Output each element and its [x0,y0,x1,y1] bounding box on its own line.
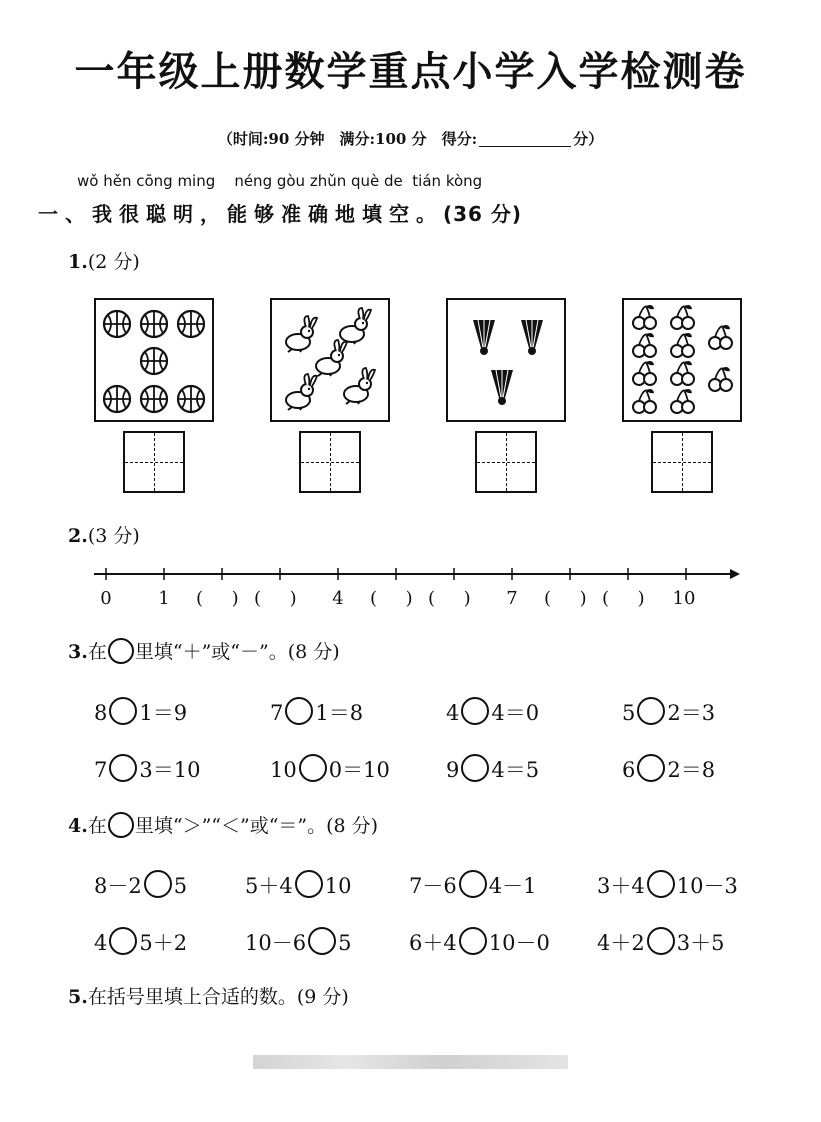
cherry-icon [633,361,656,385]
answer-circle[interactable] [637,754,665,782]
picture-box-shuttlecocks [446,298,566,422]
exam-meta-suffix: 分） [573,130,604,148]
comparison-left: 5＋4 [245,874,293,898]
answer-circle[interactable] [109,697,137,725]
shuttlecock-icon [521,320,543,355]
comparison-right: 5 [173,874,188,898]
answer-box[interactable] [123,431,185,493]
comparison-left: 3＋4 [597,874,645,898]
answer-box[interactable] [299,431,361,493]
comparison-right: 10－3 [676,874,738,898]
q5-number: 5. [68,986,88,1008]
equation-right: 1＝8 [315,701,364,725]
equation-right: 4＝5 [491,758,540,782]
circle-icon [108,812,134,838]
shuttlecock-group [448,300,564,420]
equation [94,754,200,784]
comparison [597,870,738,900]
section1-score: (36 分) [443,202,523,226]
comparison-left: 4 [94,931,108,955]
equation-right: 1＝9 [139,701,188,725]
cherry-icon [709,367,732,391]
answer-circle[interactable] [285,697,313,725]
equation-left: 9 [446,758,460,782]
section1-label: 一、我很聪明，能够准确地填空。 [38,202,443,226]
comparison-right: 10 [324,874,352,898]
cherry-group [624,300,740,420]
rabbit-group [272,300,388,420]
q4-number: 4. [68,815,88,837]
picture-box-cherries [622,298,742,422]
comparison [94,870,187,900]
answer-circle[interactable] [299,754,327,782]
comparison-left: 7－6 [409,874,457,898]
cherry-icon [671,305,694,329]
number-line-blank[interactable]: ( ) [428,588,471,609]
number-line-blank[interactable]: ( ) [544,588,587,609]
answer-circle[interactable] [109,927,137,955]
q3-instruction: 里填“＋”或“－”。(8 分) [134,641,340,663]
basketball-group [96,300,212,420]
picture-box-rabbits [270,298,390,422]
basketball-icon [141,311,167,337]
basketball-icon [104,386,130,412]
answer-circle[interactable] [459,927,487,955]
comparison [409,927,550,957]
answer-circle[interactable] [308,927,336,955]
equation [446,754,539,784]
basketball-icon [141,386,167,412]
equation-right: 2＝8 [667,758,716,782]
comparison-left: 10－6 [245,931,307,955]
number-line-blank[interactable]: ( ) [602,588,645,609]
rabbit-icon [286,316,317,352]
comparison [245,870,351,900]
basketball-icon [104,311,130,337]
q4-heading [68,811,378,838]
exam-meta [0,128,821,149]
basketball-icon [141,348,167,374]
page-title: 一年级上册数学重点小学入学检测卷 [74,49,747,95]
q4-instruction: 里填“＞”“＜”或“＝”。(8 分) [134,815,379,837]
equation-left: 8 [94,701,108,725]
comparison [245,927,351,957]
answer-circle[interactable] [295,870,323,898]
number-line-label: 4 [332,588,344,609]
q3-heading [68,637,340,664]
number-line-label: 10 [672,588,696,609]
comparison-right: 4－1 [488,874,537,898]
equation-left: 7 [94,758,108,782]
cherry-icon [671,389,694,413]
shuttlecock-icon [491,370,513,405]
rabbit-icon [286,374,317,410]
cherry-icon [709,325,732,349]
comparison-right: 10－0 [488,931,550,955]
circle-icon [108,638,134,664]
number-line-blank[interactable]: ( ) [196,588,239,609]
section1-heading [38,198,522,227]
answer-circle[interactable] [459,870,487,898]
comparison [409,870,536,900]
comparison-right: 3＋5 [676,931,725,955]
equation [94,697,187,727]
equation [270,697,363,727]
number-line-label: 1 [158,588,170,609]
q3-number: 3. [68,641,88,663]
equation [270,754,390,784]
blurred-watermark [253,1055,568,1069]
answer-box[interactable] [651,431,713,493]
equation-left: 10 [270,758,297,782]
rabbit-icon [316,340,347,376]
number-line-blank[interactable]: ( ) [254,588,297,609]
q1-score: (2 分) [87,251,140,273]
equation [446,697,539,727]
number-line [94,566,740,590]
equation-left: 4 [446,701,460,725]
comparison-left: 4＋2 [597,931,645,955]
equation-right: 2＝3 [667,701,716,725]
answer-circle[interactable] [109,754,137,782]
section1-pinyin: wǒ hěn cōng ming néng gòu zhǔn què de tián kòng [77,172,483,190]
number-line-blank[interactable]: ( ) [370,588,413,609]
comparison-left: 8－2 [94,874,142,898]
q2-number: 2. [68,525,88,547]
comparison [94,927,187,957]
answer-circle[interactable] [144,870,172,898]
number-line-label: 0 [100,588,112,609]
arrow-icon [730,569,740,579]
basketball-icon [178,311,204,337]
q3-pre: 在 [87,641,107,663]
cherry-icon [633,305,656,329]
equation-left: 6 [622,758,636,782]
cherry-icon [671,361,694,385]
q2-heading [68,521,140,548]
answer-circle[interactable] [637,697,665,725]
q4-pre: 在 [87,815,107,837]
answer-circle[interactable] [461,754,489,782]
rabbit-icon [344,368,375,404]
answer-circle[interactable] [461,697,489,725]
q5-heading [68,982,349,1009]
shuttlecock-icon [473,320,495,355]
equation-left: 5 [622,701,636,725]
cherry-icon [671,333,694,357]
equation-left: 7 [270,701,284,725]
cherry-icon [633,389,656,413]
rabbit-icon [340,308,371,344]
picture-box-basketballs [94,298,214,422]
q1-number: 1. [68,251,88,273]
exam-meta-text: （时间:90 分钟 满分:100 分 得分: [217,130,478,148]
equation-right: 4＝0 [491,701,540,725]
answer-box[interactable] [475,431,537,493]
equation-right: 0＝10 [328,758,390,782]
comparison [597,927,724,957]
equation-right: 3＝10 [139,758,201,782]
basketball-icon [178,386,204,412]
equation [622,754,715,784]
score-blank[interactable] [479,133,571,147]
number-line-label: 7 [506,588,518,609]
equation [622,697,715,727]
q5-instruction: 在括号里填上合适的数。(9 分) [87,986,349,1008]
q1-heading [68,247,140,274]
comparison-right: 5＋2 [139,931,188,955]
answer-circle[interactable] [647,870,675,898]
answer-circle[interactable] [647,927,675,955]
comparison-right: 5 [338,931,352,955]
cherry-icon [633,333,656,357]
comparison-left: 6＋4 [409,931,457,955]
q2-score: (3 分) [87,525,140,547]
